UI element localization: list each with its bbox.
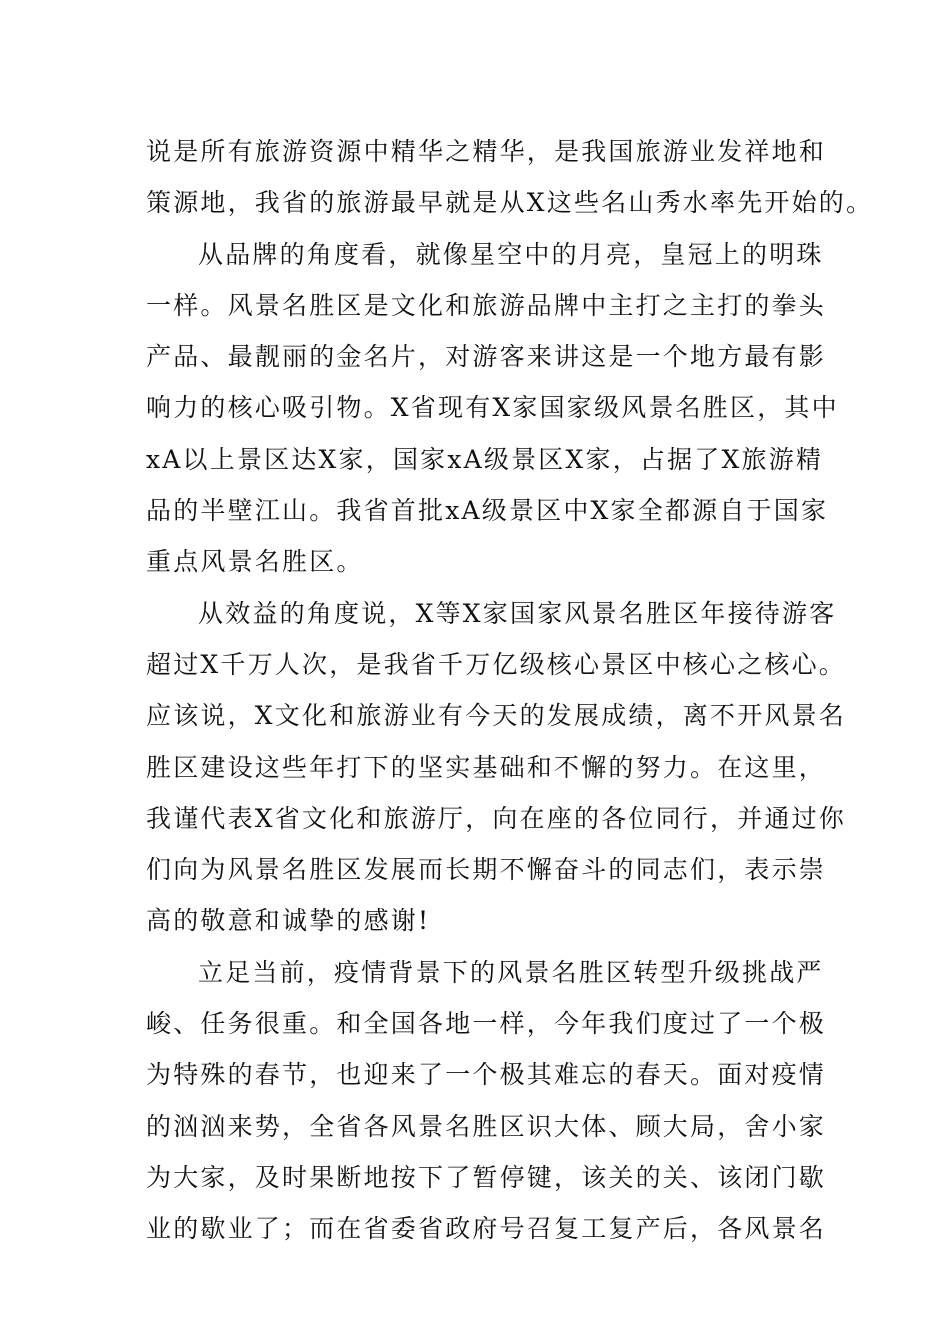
text-line: 一样。风景名胜区是文化和旅游品牌中主打之主打的拳头 xyxy=(146,290,827,320)
text-line: 超过X千万人次，是我省千万亿级核心景区中核心之核心。 xyxy=(146,649,847,679)
document-body xyxy=(146,126,874,1255)
text-line: 们向为风景名胜区发展而长期不懈奋斗的同志们，表示崇 xyxy=(146,855,827,885)
paragraph-first-line: 立足当前，疫情背景下的风景名胜区转型升级挑战严 xyxy=(198,957,824,987)
text-line: xA以上景区达X家，国家xA级景区X家，占据了X旅游精 xyxy=(146,444,824,474)
text-line: 产品、最靓丽的金名片，对游客来讲这是一个地方最有影 xyxy=(146,342,827,372)
text-line: 为特殊的春节，也迎来了一个极其难忘的春天。面对疫情 xyxy=(146,1060,827,1090)
text-line: 策源地，我省的旅游最早就是从X这些名山秀水率先开始的。 xyxy=(146,188,874,218)
paragraph-first-line: 从效益的角度说，X等X家国家风景名胜区年接待游客 xyxy=(198,598,837,628)
text-line: 业的歇业了；而在省委省政府号召复工复产后，各风景名 xyxy=(146,1214,827,1244)
text-line: 响力的核心吸引物。X省现有X家国家级风景名胜区，其中 xyxy=(146,393,839,423)
text-line: 说是所有旅游资源中精华之精华，是我国旅游业发祥地和 xyxy=(146,137,827,166)
text-line: 应该说，X文化和旅游业有今天的发展成绩，离不开风景名 xyxy=(146,701,847,731)
text-line: 峻、任务很重。和全国各地一样，今年我们度过了一个极 xyxy=(146,1009,827,1039)
text-line: 为大家，及时果断地按下了暂停键，该关的关、该闭门歇 xyxy=(146,1162,827,1192)
text-line: 重点风景名胜区。 xyxy=(146,547,364,577)
text-line: 的汹汹来势，全省各风景名胜区识大体、顾大局，舍小家 xyxy=(146,1111,827,1141)
text-line: 我谨代表X省文化和旅游厅，向在座的各位同行，并通过你 xyxy=(146,803,847,833)
text-line: 高的敬意和诚挚的感谢! xyxy=(146,906,431,936)
paragraph-first-line: 从品牌的角度看，就像星空中的月亮，皇冠上的明珠 xyxy=(198,239,824,269)
text-line: 品的半壁江山。我省首批xA级景区中X家全都源自于国家 xyxy=(146,496,829,526)
text-line: 胜区建设这些年打下的坚实基础和不懈的努力。在这里， xyxy=(146,752,827,782)
